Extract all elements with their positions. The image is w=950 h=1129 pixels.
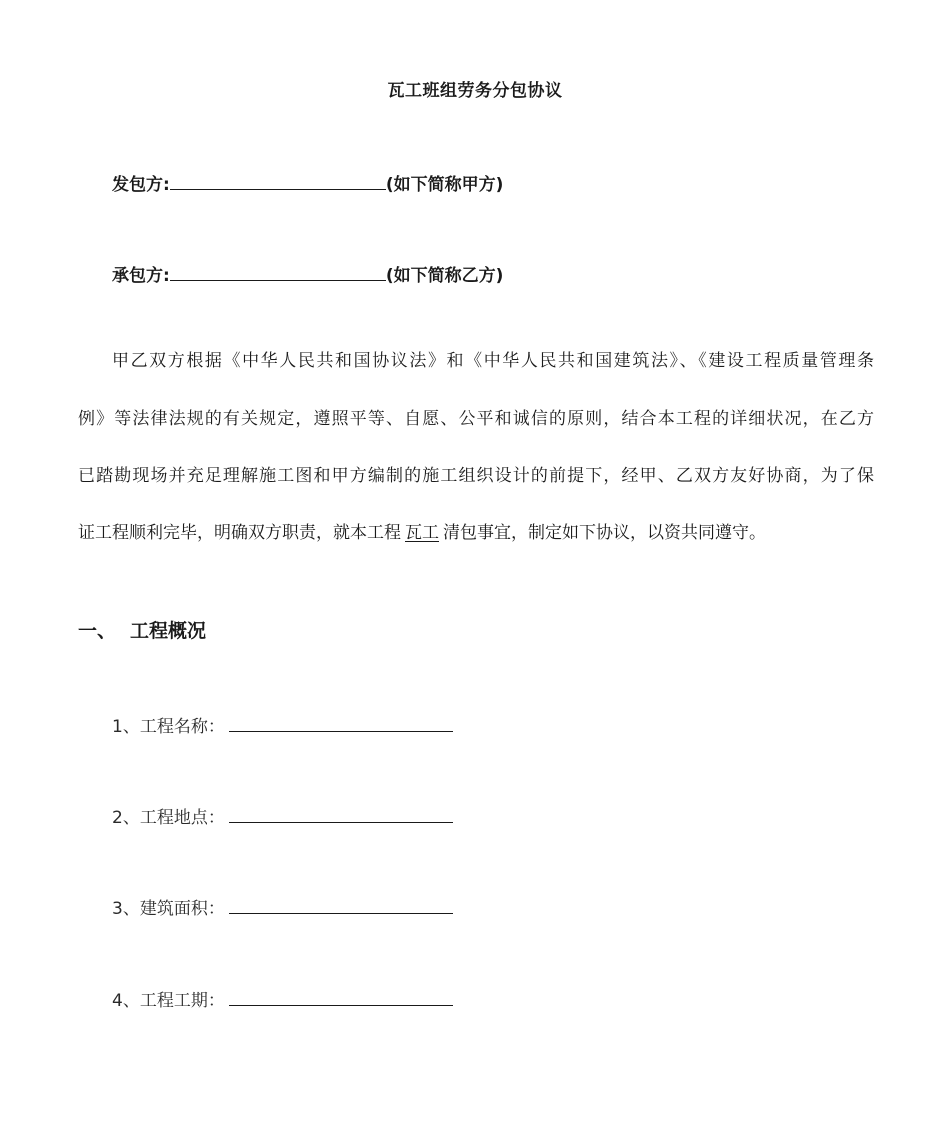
project-duration-blank-field (229, 989, 453, 1006)
party-b-label: 承包方: (112, 266, 170, 286)
party-b-suffix: (如下简称乙方) (385, 266, 504, 286)
item-label: 2、工程地点： (112, 808, 225, 828)
item-project-duration (112, 986, 453, 1011)
party-a-line (112, 170, 503, 195)
project-location-blank-field (229, 806, 453, 823)
item-label: 4、工程工期： (112, 991, 225, 1011)
party-b-line (112, 261, 503, 286)
preamble-line-4-before: 证工程顺利完毕，明确双方职责，就本工程 (78, 523, 401, 543)
work-type-fill: 瓦工 (405, 523, 439, 543)
party-b-blank-field (170, 264, 386, 281)
item-project-location (112, 803, 453, 828)
preamble-line-4 (78, 523, 874, 543)
section-title: 工程概况 (130, 620, 207, 642)
item-label: 3、建筑面积： (112, 899, 225, 919)
document-title: 瓦工班组劳务分包协议 (387, 81, 563, 101)
project-name-blank-field (229, 715, 453, 732)
preamble-line-4-after: 清包事宜，制定如下协议，以资共同遵守。 (443, 523, 766, 543)
party-a-suffix: (如下简称甲方) (385, 175, 504, 195)
section-number: 一、 (78, 620, 117, 642)
preamble-line-2: 例》等法律法规的有关规定，遵照平等、自愿、公平和诚信的原则，结合本工程的详细状况，在乙方 (78, 409, 874, 429)
building-area-blank-field (229, 897, 453, 914)
party-a-blank-field (170, 173, 386, 190)
party-a-label: 发包方: (112, 175, 170, 195)
item-label: 1、工程名称： (112, 717, 225, 737)
section-heading-1 (78, 616, 206, 643)
preamble-line-1: 甲乙双方根据《中华人民共和国协议法》和《中华人民共和国建筑法》、《建设工程质量管理条 (112, 351, 874, 371)
item-building-area (112, 894, 453, 919)
preamble-line-3: 已踏勘现场并充足理解施工图和甲方编制的施工组织设计的前提下，经甲、乙双方友好协商，为了保 (78, 466, 874, 486)
item-project-name (112, 712, 453, 737)
